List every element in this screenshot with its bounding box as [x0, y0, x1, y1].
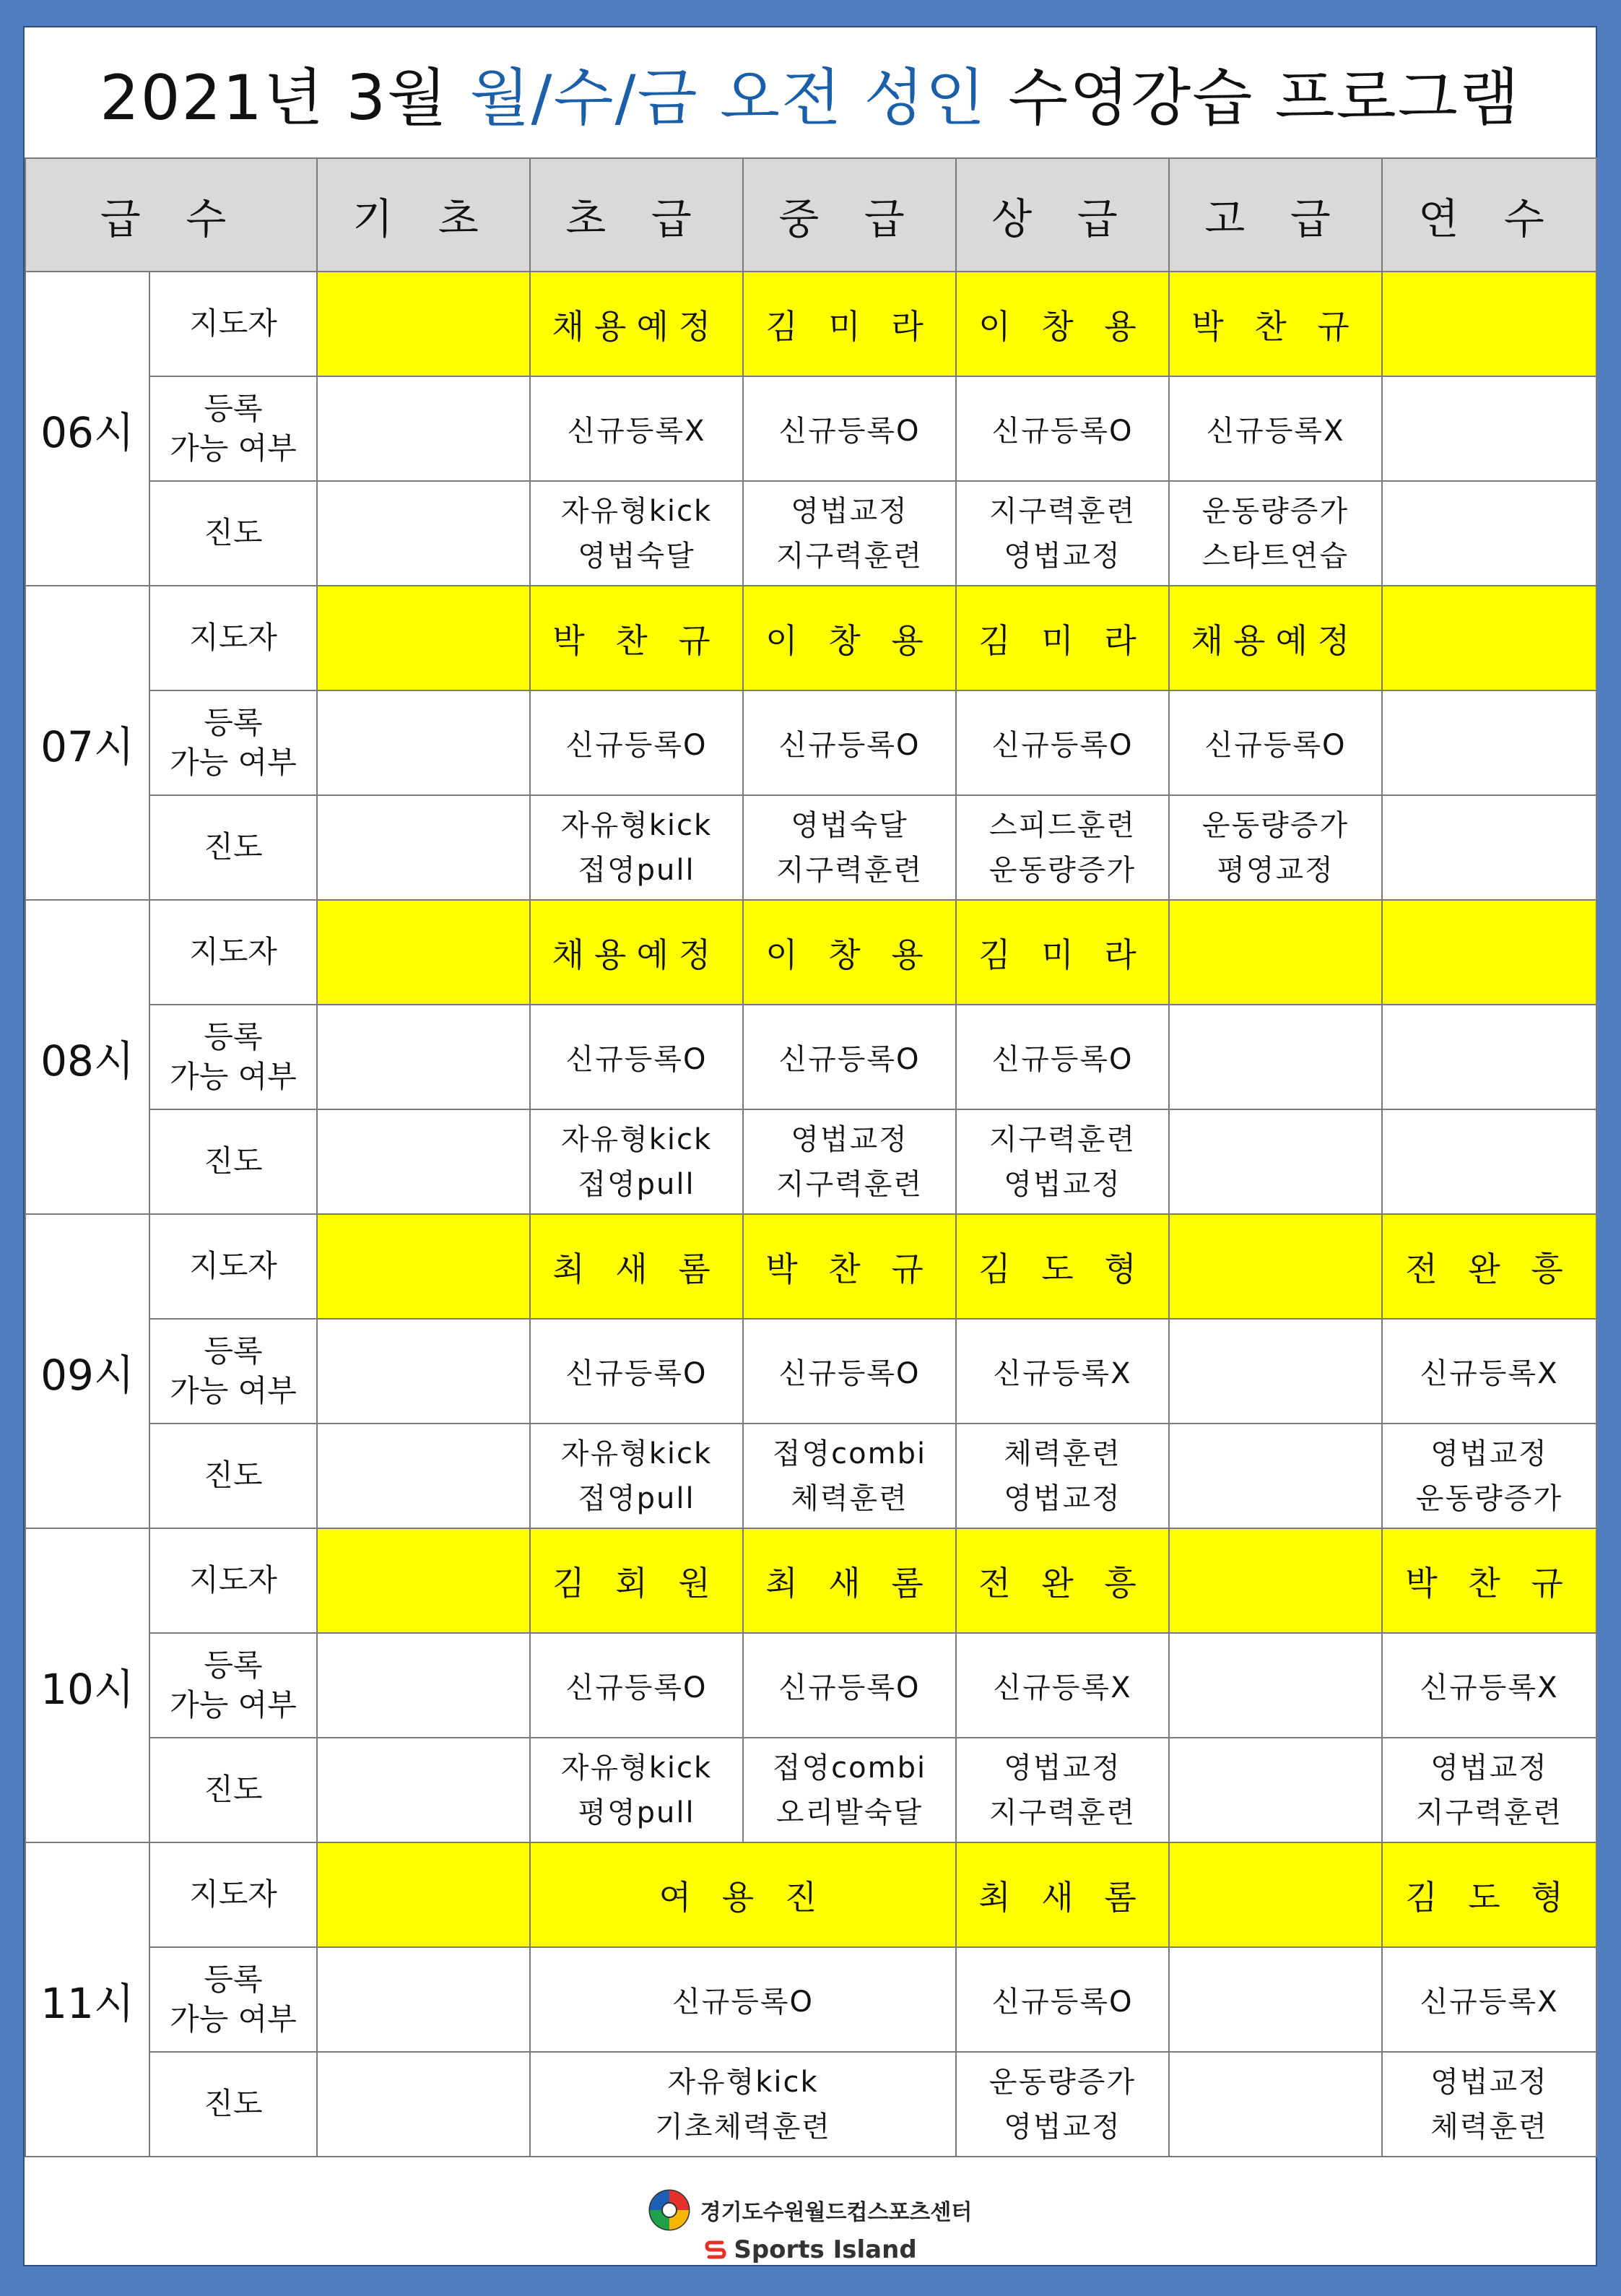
label-line: 등록 [204, 1647, 263, 1683]
progress-cell [530, 1424, 743, 1528]
instructor-cell: 김 도 형 [956, 1214, 1169, 1319]
label-line: 등록 [204, 1018, 263, 1054]
progress-line: 자유형kick [560, 1751, 713, 1785]
instructor-row [25, 1528, 1596, 1633]
progress-line: 접영combi [772, 1751, 927, 1785]
row-label-instructor: 지도자 [149, 900, 317, 1005]
hour-cell: 07시 [25, 586, 149, 900]
instructor-row [25, 272, 1596, 376]
progress-cell [530, 795, 743, 900]
registration-cell [1169, 1005, 1382, 1109]
label-line: 등록 [204, 1333, 263, 1369]
instructor-cell: 전 완 흥 [1382, 1214, 1596, 1319]
progress-line: 운동량증가 [988, 2065, 1137, 2099]
title-part1: 2021년 3월 [100, 62, 470, 134]
progress-cell [743, 1424, 956, 1528]
instructor-cell: 최 새 롬 [530, 1214, 743, 1319]
registration-cell [317, 690, 530, 795]
progress-cell [1382, 2052, 1596, 2157]
progress-row [25, 2052, 1596, 2157]
progress-line: 오리발숙달 [775, 1795, 924, 1829]
brand-name: Sports Island [734, 2235, 917, 2264]
hour-cell: 11시 [25, 1842, 149, 2157]
title-part2: 수영강습 프로그램 [986, 62, 1521, 134]
footer-center-row [648, 2189, 973, 2231]
progress-cell [956, 795, 1169, 900]
row-label-instructor: 지도자 [149, 1842, 317, 1947]
instructor-cell [1169, 1842, 1382, 1947]
progress-cell [743, 1109, 956, 1214]
header-level: 급 수 [25, 158, 317, 272]
instructor-cell [317, 586, 530, 690]
header-advanced: 상 급 [956, 158, 1169, 272]
registration-cell: 신규등록O [956, 376, 1169, 481]
progress-line: 지구력훈련 [988, 1122, 1137, 1156]
header-basic: 기 초 [317, 158, 530, 272]
progress-line: 기초체력훈련 [655, 2110, 831, 2144]
hour-cell: 09시 [25, 1214, 149, 1528]
registration-cell [317, 1633, 530, 1738]
progress-cell [743, 1738, 956, 1842]
row-label-registration [149, 1947, 317, 2052]
registration-cell: 신규등록O [743, 1005, 956, 1109]
registration-cell: 신규등록O [743, 690, 956, 795]
progress-cell [1169, 1738, 1382, 1842]
registration-cell: 신규등록X [1382, 1947, 1596, 2052]
row-label-registration [149, 690, 317, 795]
registration-row [25, 1319, 1596, 1424]
instructor-cell: 박 찬 규 [530, 586, 743, 690]
progress-cell [317, 1424, 530, 1528]
row-label-instructor: 지도자 [149, 272, 317, 376]
registration-cell [1382, 1005, 1596, 1109]
registration-cell: 신규등록O [530, 1947, 956, 2052]
hour-block-11 [25, 1842, 1596, 2157]
instructor-cell: 채용예정 [530, 272, 743, 376]
registration-cell [317, 1319, 530, 1424]
instructor-cell: 김 미 라 [956, 900, 1169, 1005]
progress-line: 영법교정 [791, 494, 908, 528]
progress-cell [530, 1738, 743, 1842]
progress-cell [743, 795, 956, 900]
progress-cell [317, 1738, 530, 1842]
label-line: 가능 여부 [170, 1686, 297, 1723]
instructor-cell: 이 창 용 [743, 586, 956, 690]
instructor-row [25, 1214, 1596, 1319]
registration-cell: 신규등록O [530, 1319, 743, 1424]
progress-cell [530, 1109, 743, 1214]
registration-cell [1382, 690, 1596, 795]
progress-row [25, 795, 1596, 900]
registration-cell: 신규등록O [956, 690, 1169, 795]
instructor-cell [1169, 1214, 1382, 1319]
instructor-cell: 박 찬 규 [743, 1214, 956, 1319]
registration-row [25, 376, 1596, 481]
instructor-cell: 김 도 형 [1382, 1842, 1596, 1947]
progress-cell [1169, 1424, 1382, 1528]
registration-cell [1382, 376, 1596, 481]
row-label-progress: 진도 [149, 481, 317, 586]
progress-line: 자유형kick [560, 494, 713, 528]
instructor-cell: 최 새 롬 [743, 1528, 956, 1633]
instructor-cell [317, 272, 530, 376]
progress-cell [1382, 795, 1596, 900]
label-line: 가능 여부 [170, 430, 297, 466]
progress-line: 영법교정 [1430, 1437, 1548, 1470]
progress-line: 지구력훈련 [775, 1167, 924, 1201]
progress-line: 평영교정 [1217, 853, 1334, 887]
progress-line: 체력훈련 [1004, 1437, 1121, 1470]
sports-island-logo-icon [703, 2237, 728, 2262]
row-label-registration [149, 1319, 317, 1424]
instructor-cell: 박 찬 규 [1382, 1528, 1596, 1633]
instructor-row [25, 1842, 1596, 1947]
progress-line: 지구력훈련 [775, 853, 924, 887]
progress-cell [530, 481, 743, 586]
progress-cell [1382, 1738, 1596, 1842]
progress-line: 자유형kick [560, 808, 713, 842]
registration-cell: 신규등록O [743, 1319, 956, 1424]
header-beginner: 초 급 [530, 158, 743, 272]
progress-line: 지구력훈련 [988, 1795, 1137, 1829]
progress-line: 영법교정 [1004, 1751, 1121, 1785]
instructor-cell: 전 완 흥 [956, 1528, 1169, 1633]
registration-cell: 신규등록X [1382, 1319, 1596, 1424]
instructor-cell: 최 새 롬 [956, 1842, 1169, 1947]
row-label-progress: 진도 [149, 1738, 317, 1842]
instructor-cell [1382, 586, 1596, 690]
progress-cell [317, 481, 530, 586]
progress-cell [1382, 1109, 1596, 1214]
progress-cell [1382, 481, 1596, 586]
header-expert: 고 급 [1169, 158, 1382, 272]
row-label-instructor: 지도자 [149, 586, 317, 690]
progress-line: 영법교정 [791, 1122, 908, 1156]
progress-line: 지구력훈련 [988, 494, 1137, 528]
instructor-cell: 채용예정 [1169, 586, 1382, 690]
page-title [25, 27, 1596, 157]
registration-cell: 신규등록O [956, 1005, 1169, 1109]
registration-cell [1169, 1633, 1382, 1738]
footer [25, 2188, 1596, 2265]
progress-cell [1169, 795, 1382, 900]
progress-line: 운동량증가 [1201, 494, 1350, 528]
progress-cell [1169, 2052, 1382, 2157]
registration-cell [1169, 1947, 1382, 2052]
instructor-cell: 박 찬 규 [1169, 272, 1382, 376]
progress-row [25, 481, 1596, 586]
row-label-registration [149, 1005, 317, 1109]
registration-cell: 신규등록O [530, 690, 743, 795]
progress-cell [956, 481, 1169, 586]
progress-line: 체력훈련 [791, 1481, 908, 1515]
label-line: 가능 여부 [170, 2001, 297, 2037]
row-label-progress: 진도 [149, 795, 317, 900]
instructor-cell: 이 창 용 [743, 900, 956, 1005]
instructor-cell: 이 창 용 [956, 272, 1169, 376]
progress-line: 영법교정 [1004, 1481, 1121, 1515]
brand-row [703, 2235, 916, 2264]
progress-line: 평영pull [578, 1795, 695, 1829]
label-line: 등록 [204, 1961, 263, 1997]
registration-row [25, 690, 1596, 795]
row-label-progress: 진도 [149, 2052, 317, 2157]
header-intermediate: 중 급 [743, 158, 956, 272]
row-label-progress: 진도 [149, 1424, 317, 1528]
hour-blocks [25, 272, 1596, 1842]
registration-row [25, 1005, 1596, 1109]
instructor-cell [317, 900, 530, 1005]
progress-line: 스피드훈련 [988, 808, 1137, 842]
progress-cell [1169, 481, 1382, 586]
instructor-cell [1169, 1528, 1382, 1633]
registration-cell: 신규등록O [1169, 690, 1382, 795]
progress-cell [1382, 1424, 1596, 1528]
registration-cell: 신규등록O [743, 376, 956, 481]
progress-cell [956, 2052, 1169, 2157]
registration-cell: 신규등록X [1382, 1633, 1596, 1738]
progress-line: 접영combi [772, 1437, 927, 1470]
registration-row [25, 1947, 1596, 2052]
instructor-cell: 채용예정 [530, 900, 743, 1005]
label-line: 가능 여부 [170, 1372, 297, 1408]
schedule-sheet [23, 26, 1597, 2266]
progress-line: 영법숙달 [578, 539, 695, 573]
progress-row [25, 1424, 1596, 1528]
hour-cell: 08시 [25, 900, 149, 1214]
registration-cell: 신규등록X [956, 1319, 1169, 1424]
progress-line: 지구력훈련 [775, 539, 924, 573]
title-highlight: 월/수/금 오전 성인 [469, 62, 987, 134]
progress-line: 지구력훈련 [1415, 1795, 1563, 1829]
progress-line: 접영pull [578, 853, 695, 887]
registration-cell: 신규등록O [530, 1633, 743, 1738]
label-line: 등록 [204, 390, 263, 426]
progress-cell [956, 1109, 1169, 1214]
progress-line: 영법교정 [1430, 1751, 1548, 1785]
row-label-registration [149, 1633, 317, 1738]
registration-cell: 신규등록X [530, 376, 743, 481]
progress-line: 영법교정 [1430, 2065, 1548, 2099]
schedule-table [25, 157, 1597, 2157]
progress-cell [743, 481, 956, 586]
instructor-cell: 김 미 라 [956, 586, 1169, 690]
progress-cell [317, 1109, 530, 1214]
registration-row [25, 1633, 1596, 1738]
instructor-cell [1382, 900, 1596, 1005]
registration-cell [317, 1947, 530, 2052]
instructor-cell: 김 회 원 [530, 1528, 743, 1633]
sports-center-name: 경기도수원월드컵스포츠센터 [700, 2200, 973, 2225]
progress-cell [317, 2052, 530, 2157]
label-line: 가능 여부 [170, 1058, 297, 1094]
instructor-row [25, 586, 1596, 690]
label-line: 가능 여부 [170, 744, 297, 780]
progress-cell [317, 795, 530, 900]
registration-cell: 신규등록X [956, 1633, 1169, 1738]
hour-cell: 06시 [25, 272, 149, 586]
progress-line: 운동량증가 [1201, 808, 1350, 842]
header-row [25, 158, 1596, 272]
progress-line: 접영pull [578, 1167, 695, 1201]
registration-cell: 신규등록X [1169, 376, 1382, 481]
header-training: 연 수 [1382, 158, 1596, 272]
hour-cell: 10시 [25, 1528, 149, 1842]
progress-cell [530, 2052, 956, 2157]
row-label-progress: 진도 [149, 1109, 317, 1214]
soccer-ball-logo-icon [648, 2189, 690, 2231]
progress-cell [1169, 1109, 1382, 1214]
row-label-registration [149, 376, 317, 481]
progress-line: 영법숙달 [791, 808, 908, 842]
row-label-instructor: 지도자 [149, 1528, 317, 1633]
registration-cell: 신규등록O [956, 1947, 1169, 2052]
progress-row [25, 1109, 1596, 1214]
registration-cell [1169, 1319, 1382, 1424]
instructor-cell: 김 미 라 [743, 272, 956, 376]
progress-line: 운동량증가 [988, 853, 1137, 887]
progress-line: 접영pull [578, 1481, 695, 1515]
row-label-instructor: 지도자 [149, 1214, 317, 1319]
progress-line: 영법교정 [1004, 539, 1121, 573]
progress-line: 자유형kick [560, 1122, 713, 1156]
instructor-cell: 여 용 진 [530, 1842, 956, 1947]
progress-line: 스타트연습 [1201, 539, 1350, 573]
progress-line: 자유형kick [560, 1437, 713, 1470]
label-line: 등록 [204, 704, 263, 740]
registration-cell: 신규등록O [530, 1005, 743, 1109]
registration-cell [317, 1005, 530, 1109]
progress-line: 자유형kick [667, 2065, 819, 2099]
progress-line: 영법교정 [1004, 1167, 1121, 1201]
registration-cell: 신규등록O [743, 1633, 956, 1738]
progress-line: 운동량증가 [1415, 1481, 1563, 1515]
progress-cell [956, 1424, 1169, 1528]
registration-cell [317, 376, 530, 481]
instructor-cell [1169, 900, 1382, 1005]
instructor-cell [317, 1842, 530, 1947]
instructor-cell [317, 1528, 530, 1633]
progress-line: 영법교정 [1004, 2110, 1121, 2144]
progress-line: 체력훈련 [1430, 2110, 1548, 2144]
instructor-cell [317, 1214, 530, 1319]
progress-cell [956, 1738, 1169, 1842]
progress-row [25, 1738, 1596, 1842]
instructor-row [25, 900, 1596, 1005]
instructor-cell [1382, 272, 1596, 376]
